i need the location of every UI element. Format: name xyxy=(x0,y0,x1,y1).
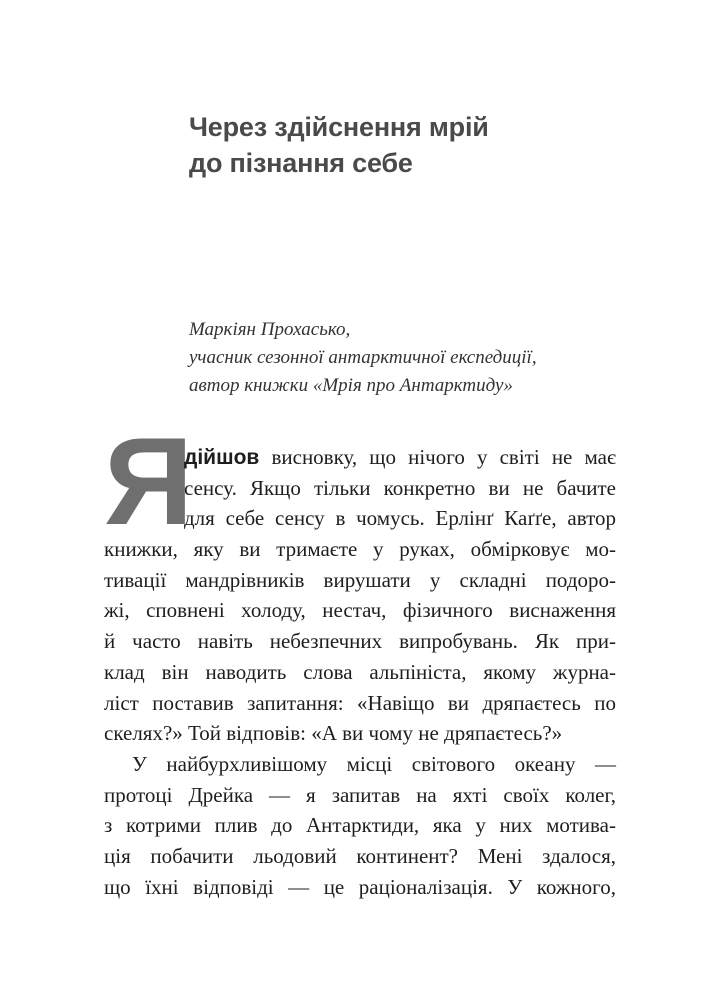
byline-author-role: учасник сезонної антарктичної експедиції, xyxy=(189,347,537,368)
drop-cap-letter: Я xyxy=(104,413,194,551)
text-line: У найбурхливішому місці світового океану — xyxy=(132,751,616,776)
chapter-title-line-2: до пізнання себе xyxy=(189,148,413,178)
body-text xyxy=(104,442,616,902)
text-line: й часто навіть небезпечних випробувань. Як при- xyxy=(104,629,616,654)
chapter-title-line-1: Через здійснення мрій xyxy=(189,112,489,142)
text-line: книжки, яку ви тримаєте у руках, обмірковує мо- xyxy=(104,537,616,562)
text-line: з котрими плив до Антарктиди, яка у них мотива- xyxy=(104,813,616,838)
byline-author-name: Маркіян Прохасько, xyxy=(189,319,351,340)
text-line: що їхні відповіді — це раціоналізація. У кожного, xyxy=(104,874,616,899)
text-line: сенсу. Якщо тільки конкретно ви не бачите xyxy=(184,475,616,500)
text-line-content: висновку, що нічого у світі не має xyxy=(259,445,616,469)
text-line: клад він наводить слова альпініста, якому журна- xyxy=(104,659,616,684)
text-line: скелях?» Той відповів: «А ви чому не дряпаєтесь?» xyxy=(104,721,563,746)
text-line: ліст поставив запитання: «Навіщо ви дряпаєтесь по xyxy=(104,690,616,715)
text-line xyxy=(184,442,616,473)
author-byline xyxy=(189,316,537,400)
first-word-bold: дійшов xyxy=(184,446,260,469)
byline-author-book: автор книжки «Мрія про Антарктиду» xyxy=(189,375,513,396)
text-line: для себе сенсу в чомусь. Ерлінґ Каґґе, автор xyxy=(184,506,616,531)
chapter-title xyxy=(189,109,489,181)
text-line: тивації мандрівників вирушати у складні подоро- xyxy=(104,567,616,592)
text-line: протоці Дрейка — я запитав на яхті своїх колег, xyxy=(104,782,616,807)
text-line: ція побачити льодовий континент? Мені здалося, xyxy=(104,843,616,868)
text-line: жі, сповнені холоду, нестач, фізичного виснаження xyxy=(104,598,616,623)
